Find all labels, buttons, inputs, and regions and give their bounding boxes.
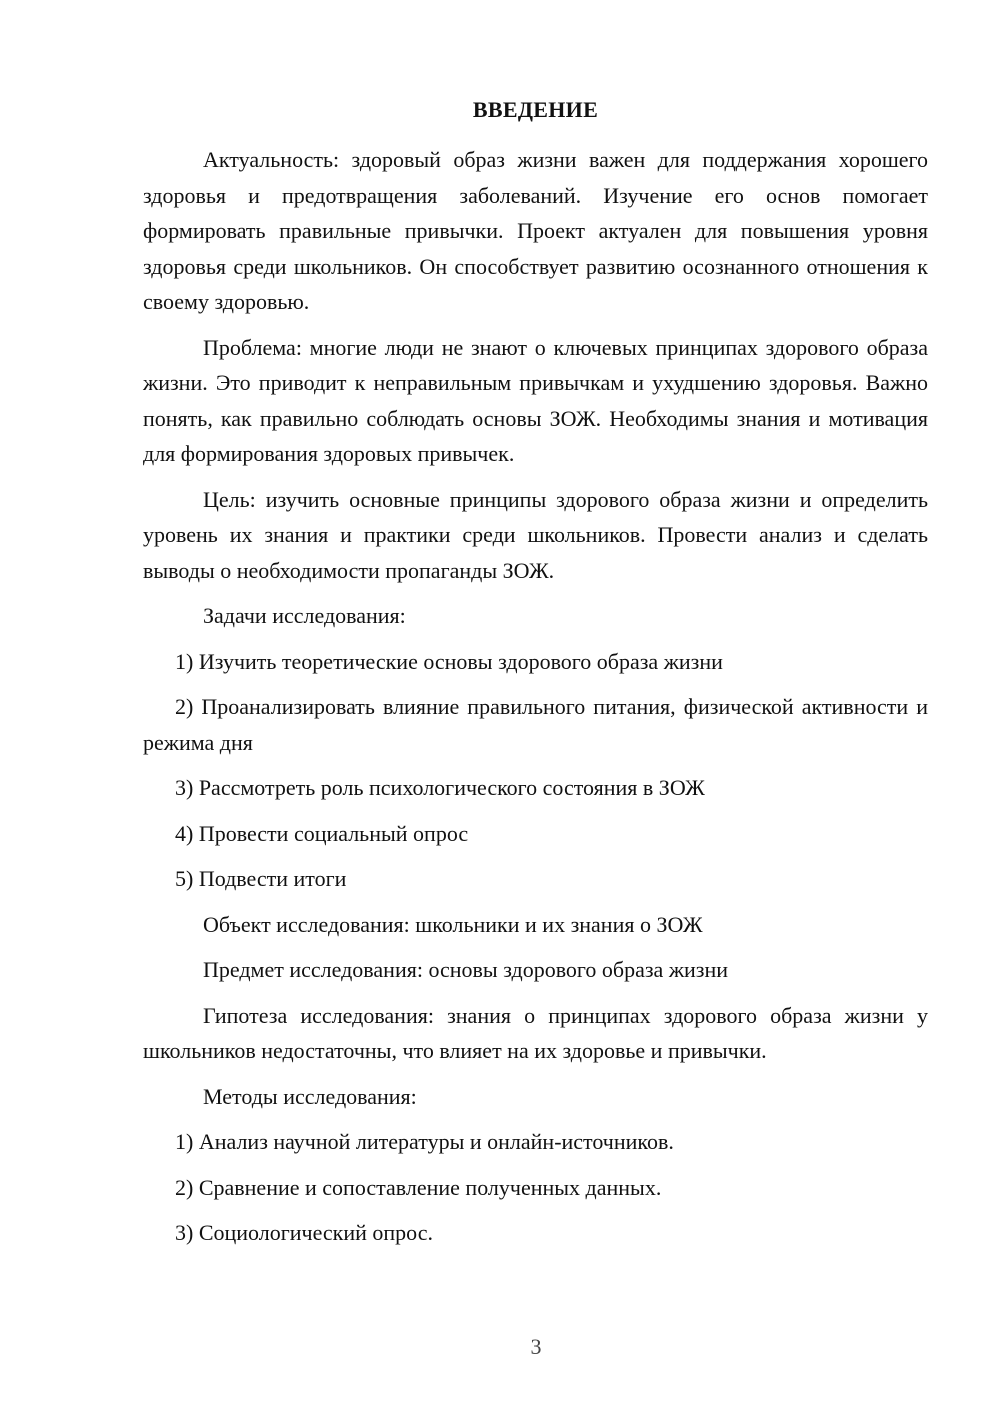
relevance-paragraph: Актуальность: здоровый образ жизни важен для поддержания хорошего здоровья и предотвращения заболеваний. Изучение его основ помогает формировать правильные привычки. Проект актуален для повышения уровня здоровья среди школьников. Он способствует развитию осознанного отношения к своему здоровью.: [143, 147, 928, 314]
method-item: 1) Анализ научной литературы и онлайн-источников.: [175, 1129, 674, 1154]
page-number: 3: [530, 1334, 542, 1359]
task-item: 4) Провести социальный опрос: [175, 820, 469, 846]
task-item: 2) Проанализировать влияние правильного питания, физической активности и режима дня: [143, 694, 928, 755]
method-item: 2) Сравнение и сопоставление полученных данных.: [175, 1174, 662, 1200]
task-item: 1) Изучить теоретические основы здорового образа жизни: [175, 648, 723, 674]
tasks-title: Задачи исследования:: [203, 603, 406, 628]
section-heading: ВВЕДЕНИЕ: [472, 97, 599, 122]
task-item: 5) Подвести итоги: [175, 866, 347, 891]
object-paragraph: Объект исследования: школьники и их знания о ЗОЖ: [203, 911, 703, 937]
task-item: 3) Рассмотреть роль психологического состояния в ЗОЖ: [175, 775, 705, 800]
methods-title: Методы исследования:: [203, 1083, 417, 1109]
document-body: [143, 142, 928, 1261]
method-item: 3) Социологический опрос.: [175, 1220, 433, 1245]
hypothesis-paragraph: Гипотеза исследования: знания о принципах здорового образа жизни у школьников недостаточны, что влияет на их здоровье и привычки.: [143, 1002, 928, 1063]
goal-paragraph: Цель: изучить основные принципы здорового образа жизни и определить уровень их знания и практики среди школьников. Провести анализ и сделать выводы о необходимости пропаганды ЗОЖ.: [143, 486, 928, 583]
problem-paragraph: Проблема: многие люди не знают о ключевых принципах здорового образа жизни. Это приводит к неправильным привычкам и ухудшению здоровья. Важно понять, как правильно соблюдать основы ЗОЖ. Необходимы знания и мотивация для формирования здоровых привычек.: [143, 334, 928, 466]
subject-paragraph: Предмет исследования: основы здорового образа жизни: [203, 957, 729, 982]
